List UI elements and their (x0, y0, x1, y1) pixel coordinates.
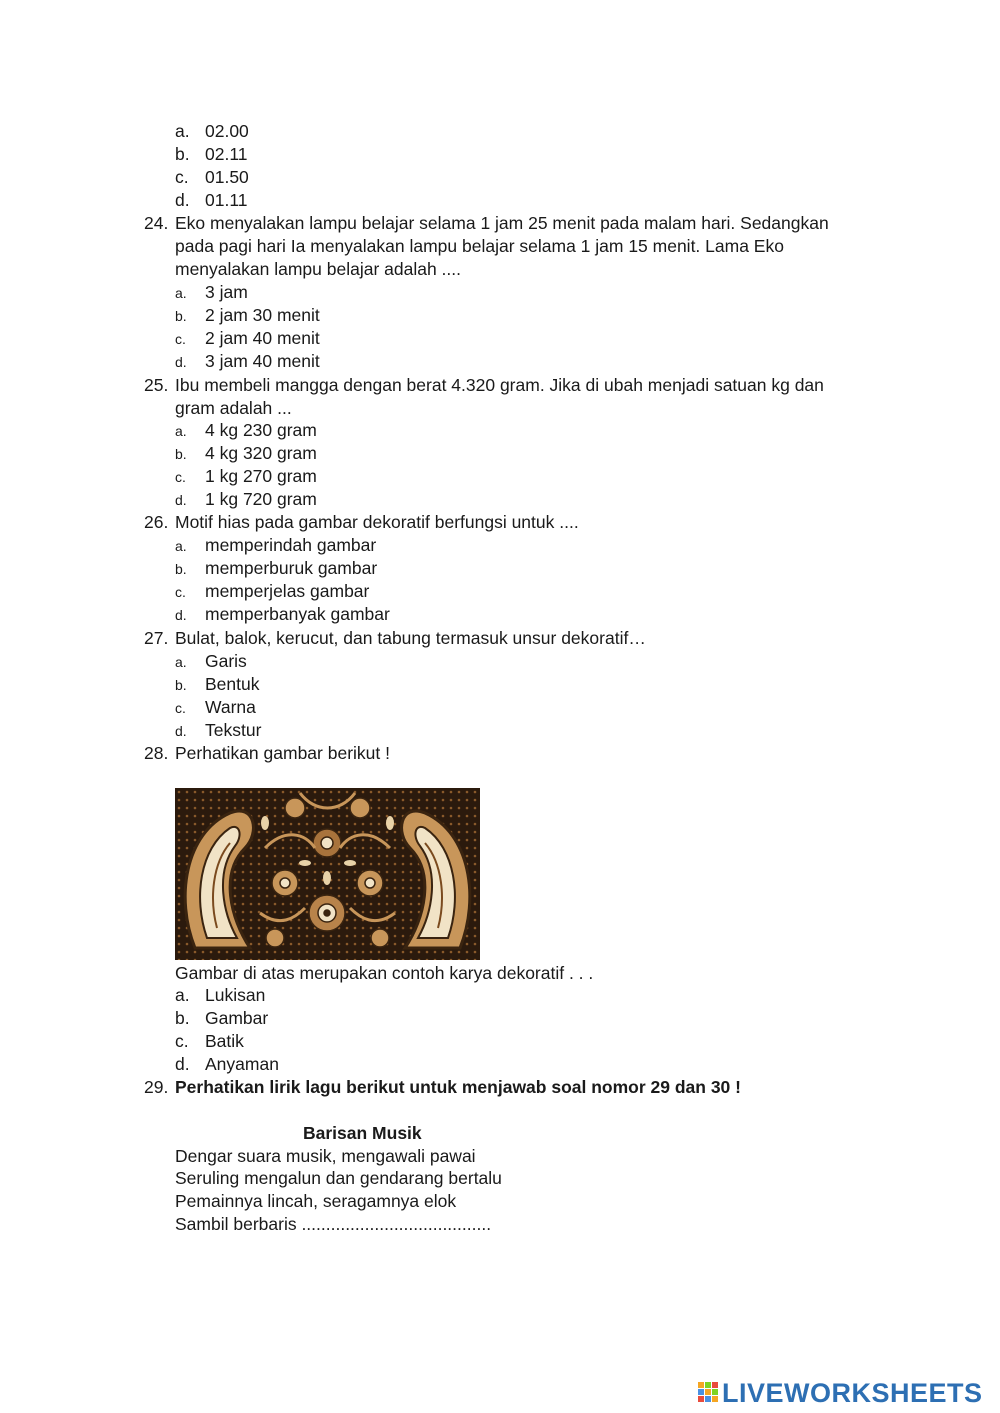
option-text[interactable]: 2 jam 40 menit (205, 328, 320, 348)
option-text[interactable]: 4 kg 230 gram (205, 420, 317, 440)
lyric-line: Seruling mengalun dan gendarang bertalu (175, 1168, 502, 1188)
option-text[interactable]: memperindah gambar (205, 535, 377, 555)
liveworksheets-logo (698, 1378, 983, 1408)
lyric-line: Pemainnya lincah, seragamnya elok (175, 1191, 457, 1211)
question-text-line: Eko menyalakan lampu belajar selama 1 jam 25 menit pada malam hari. Sedangkan (175, 213, 829, 233)
option-letter: c. (175, 1031, 189, 1051)
question-text-line: Ibu membeli mangga dengan berat 4.320 gram. Jika di ubah menjadi satuan kg dan (175, 375, 824, 395)
option-letter: c. (175, 167, 189, 187)
option-text[interactable]: memperjelas gambar (205, 581, 370, 601)
option-letter: c. (175, 469, 186, 485)
option-letter: a. (175, 285, 187, 301)
option-letter: a. (175, 538, 187, 554)
option-text[interactable]: Garis (205, 651, 247, 671)
question-text-line: Perhatikan gambar berikut ! (175, 743, 390, 763)
option-letter: a. (175, 121, 190, 141)
option-letter: b. (175, 1008, 190, 1028)
question-number: 24. (144, 213, 169, 233)
option-letter: b. (175, 561, 187, 577)
option-text[interactable]: memperburuk gambar (205, 558, 378, 578)
question-text-line: Bulat, balok, kerucut, dan tabung termasuk unsur dekoratif… (175, 628, 646, 648)
question-text-line: Motif hias pada gambar dekoratif berfungsi untuk .... (175, 512, 579, 532)
option-letter: d. (175, 354, 187, 370)
question-text-line: pada pagi hari Ia menyalakan lampu belajar selama 1 jam 15 menit. Lama Eko (175, 236, 784, 256)
logo-text: LIVEWORKSHEETS (722, 1378, 983, 1408)
option-text[interactable]: 1 kg 720 gram (205, 489, 317, 509)
song-title: Barisan Musik (303, 1123, 422, 1143)
question-number: 26. (144, 512, 169, 532)
option-letter: d. (175, 190, 190, 210)
option-text[interactable]: 01.50 (205, 167, 249, 187)
option-letter: d. (175, 492, 187, 508)
option-letter: a. (175, 423, 187, 439)
option-text[interactable]: memperbanyak gambar (205, 604, 390, 624)
lyric-line: Dengar suara musik, mengawali pawai (175, 1146, 476, 1166)
batik-pattern-image (175, 788, 480, 960)
option-letter: c. (175, 331, 186, 347)
question-number: 29. (144, 1077, 169, 1097)
option-letter: d. (175, 1054, 190, 1074)
option-letter: b. (175, 446, 187, 462)
option-text[interactable]: 2 jam 30 menit (205, 305, 320, 325)
option-text[interactable]: 02.11 (205, 144, 248, 164)
option-text[interactable]: Batik (205, 1031, 244, 1051)
option-letter: b. (175, 144, 190, 164)
option-letter: d. (175, 723, 187, 739)
lyric-line: Sambil berbaris ....................................... (175, 1214, 492, 1234)
option-text[interactable]: 01.11 (205, 190, 248, 210)
question-text-line: gram adalah ... (175, 398, 292, 418)
option-letter: d. (175, 607, 187, 623)
option-letter: c. (175, 584, 186, 600)
option-letter: a. (175, 654, 187, 670)
option-text[interactable]: 02.00 (205, 121, 249, 141)
option-letter: c. (175, 700, 186, 716)
question-instruction: Perhatikan lirik lagu berikut untuk menjawab soal nomor 29 dan 30 ! (175, 1077, 741, 1097)
question-text-line: menyalakan lampu belajar adalah .... (175, 259, 462, 279)
option-letter: b. (175, 308, 187, 324)
option-letter: a. (175, 985, 190, 1005)
liveworksheets-logo-icon (698, 1381, 720, 1405)
option-text[interactable]: Warna (205, 697, 256, 717)
option-text[interactable]: Bentuk (205, 674, 260, 694)
option-letter: b. (175, 677, 187, 693)
question-number: 25. (144, 375, 169, 395)
question-number: 27. (144, 628, 169, 648)
option-text[interactable]: Anyaman (205, 1054, 279, 1074)
option-text[interactable]: 4 kg 320 gram (205, 443, 317, 463)
option-text[interactable]: 3 jam 40 menit (205, 351, 320, 371)
option-text[interactable]: 1 kg 270 gram (205, 466, 317, 486)
option-text[interactable]: Gambar (205, 1008, 269, 1028)
option-text[interactable]: Lukisan (205, 985, 266, 1005)
question-caption: Gambar di atas merupakan contoh karya dekoratif . . . (175, 963, 594, 983)
option-text[interactable]: 3 jam (205, 282, 248, 302)
option-text[interactable]: Tekstur (205, 720, 262, 740)
question-number: 28. (144, 743, 169, 763)
